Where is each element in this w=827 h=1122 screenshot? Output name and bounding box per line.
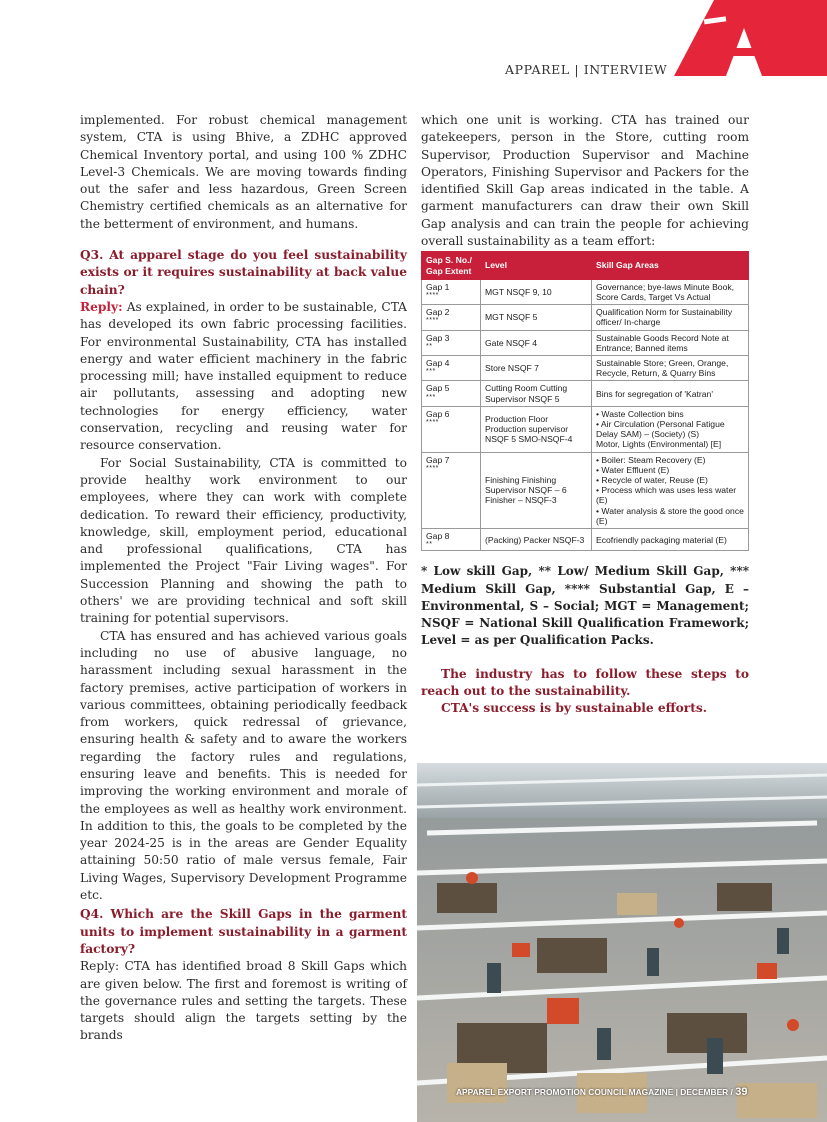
skill-area-item: • Water Effluent (E) — [596, 464, 670, 475]
table-row — [422, 381, 749, 406]
gap-extent-stars: ** — [426, 541, 433, 549]
answer-q4: Reply: CTA has identified broad 8 Skill Gaps which are given below. The first and foremost is writing of the governance rules and setting the targets. These targets should align the targets setting by the brands — [80, 959, 407, 1043]
skill-areas-cell — [592, 406, 749, 452]
skill-area-item: Bins for segregation of 'Katran' — [596, 388, 713, 399]
page-number: 39 — [735, 1086, 748, 1098]
level-cell: Store NSQF 7 — [481, 356, 592, 381]
skill-area-item: • Waste Collection bins — [596, 408, 684, 419]
skill-area-item: • Water analysis & store the good once (E) — [596, 505, 744, 526]
closing-statement-2: CTA's success is by sustainable efforts. — [441, 701, 707, 716]
skill-area-item: • Process which was uses less water (E) — [596, 485, 737, 506]
question-q4: Q4. Which are the Skill Gaps in the garment units to implement sustainability in a garment factory? — [80, 907, 407, 956]
gap-cell — [422, 381, 481, 406]
paragraph-chemical-management: implemented. For robust chemical management system, CTA is using Bhive, a ZDHC approved Chemical Inventory portal, and using 100 % ZDHC Level-3 Chemicals. We are moving towards finding out the safer and less hazardous, Green Screen Chemistry certified chemicals as an alternative for the betterment of environment, and humans. — [80, 113, 407, 231]
gap-cell — [422, 356, 481, 381]
table-row — [422, 452, 749, 528]
skill-areas-cell — [592, 356, 749, 381]
answer-q3-text: As explained, in order to be sustainable, CTA has developed its own fabric processing facilities. For environmental Sustainability, CTA has installed energy and water efficient machinery in the fabric processing mill; have installed equipment to reduce air pollutants, assessing and adopting new technologies for energy efficiency, water conservation, recycling and reusing water for resource conservation. — [80, 299, 407, 453]
magazine-logo — [674, 0, 827, 76]
gap-cell — [422, 279, 481, 304]
question-q3: Q3. At apparel stage do you feel sustainability exists or it requires sustainability at back value chain? — [80, 248, 407, 297]
level-cell: MGT NSQF 9, 10 — [481, 279, 592, 304]
reply-label: Reply: — [80, 299, 123, 314]
paragraph-goals: CTA has ensured and has achieved various goals including no use of abusive language, no harassment including sexual harassment in the factory premises, active participation of workers in various committees, obtaining periodically feedback from workers, quick redressal of grievance, ensuring health & safety and to aware the workers regarding the factory rules and regulations, ensuring leave and benefits. This is needed for improving the working environment and morale of the employees as well as healthy work environment. In addition to this, the goals to be completed by the year 2024-25 is in the areas are Gender Equality attaining 50:50 ratio of male versus female, Fair Living Wages, Supervisory Development Programme etc. — [80, 628, 407, 903]
table-row — [422, 330, 749, 355]
paragraph-training-intro: which one unit is working. CTA has trained our gatekeepers, person in the Store, cutting room Supervisor, Production Supervisor and Machine Operators, Finishing Supervisor and Packers for the identified Skill Gap areas indicated in the table. A garment manufacturers can draw their own Skill Gap analysis and can train the people for achieving overall sustainability as a team effort: — [421, 113, 749, 249]
gap-cell — [422, 452, 481, 528]
footer-magazine-name: APPAREL EXPORT PROMOTION COUNCIL MAGAZINE | DECEMBER / — [456, 1087, 733, 1097]
table-row — [422, 406, 749, 452]
skill-area-item: Ecofriendly packaging material (E) — [596, 534, 727, 545]
gap-extent-stars: *** — [426, 368, 436, 376]
column-header-areas: Skill Gap Areas — [592, 252, 749, 279]
table-row — [422, 529, 749, 551]
gap-cell — [422, 406, 481, 452]
skill-area-item: Governance; bye-laws Minute Book, Score Cards, Target Vs Actual — [596, 281, 735, 302]
gap-extent-stars: **** — [426, 419, 439, 427]
answer-q3 — [80, 299, 407, 455]
gap-number: Gap 4 — [426, 358, 450, 368]
table-row — [422, 279, 749, 304]
gap-extent-stars: **** — [426, 464, 439, 472]
paragraph-social-sustainability: For Social Sustainability, CTA is committed to provide healthy work environment to our employees, where they can work with complete dedication. To reward their efficiency, productivity, knowledge, skill, employment period, educational and professional qualifications, CTA has implemented the Project "Fair Living wages". For Succession Planning and showing the path to others' we are providing technical and soft skill training for potential supervisors. — [80, 455, 407, 626]
skill-areas-cell — [592, 279, 749, 304]
gap-extent-stars: *** — [426, 393, 436, 401]
gap-extent-stars: **** — [426, 291, 439, 299]
gap-cell — [422, 305, 481, 330]
gap-cell — [422, 330, 481, 355]
skill-area-item: Qualification Norm for Sustainability officer/ In-charge — [596, 307, 733, 328]
level-cell: Gate NSQF 4 — [481, 330, 592, 355]
gap-number: Gap 6 — [426, 408, 450, 419]
table-header-row — [422, 252, 749, 279]
gap-number: Gap 3 — [426, 332, 450, 343]
level-cell: (Packing) Packer NSQF-3 — [481, 529, 592, 551]
column-header-level: Level — [481, 252, 592, 279]
column-header-gap: Gap S. No./ Gap Extent — [422, 252, 481, 279]
right-column — [421, 112, 749, 718]
skill-area-item: • Boiler: Steam Recovery (E) — [596, 454, 706, 465]
gap-cell — [422, 529, 481, 551]
gap-extent-stars: **** — [426, 317, 439, 325]
table-legend: * Low skill Gap, ** Low/ Medium Skill Gap, *** Medium Skill Gap, **** Substantial Gap, E – Environmental, S – Social; MGT = Management; NSQF = National Skill Qualification Framework; Level = as per Qualification Packs. — [421, 564, 749, 648]
level-cell: Production Floor Production supervisor NSQF 5 SMO-NSQF-4 — [481, 406, 592, 452]
gap-number: Gap 1 — [426, 281, 450, 292]
level-cell: MGT NSQF 5 — [481, 305, 592, 330]
skill-area-item: Sustainable Goods Record Note at Entrance; Banned items — [596, 332, 729, 353]
table-row — [422, 356, 749, 381]
skill-area-item: • Air Circulation (Personal Fatigue Delay SAM) – (Society) (S) — [596, 419, 725, 440]
skill-area-item: Sustainable Store; Green, Orange, Recycle, Return, & Quarry Bins — [596, 358, 729, 379]
gap-number: Gap 2 — [426, 307, 450, 318]
closing-statement-1: The industry has to follow these steps to reach out to the sustainability. — [421, 666, 749, 699]
page-footer — [456, 1086, 747, 1098]
skill-gap-table-body — [422, 279, 749, 550]
skill-areas-cell — [592, 529, 749, 551]
skill-areas-cell — [592, 305, 749, 330]
skill-areas-cell — [592, 381, 749, 406]
skill-areas-cell — [592, 452, 749, 528]
skill-area-item: • Recycle of water, Reuse (E) — [596, 475, 708, 486]
gap-number: Gap 7 — [426, 454, 450, 465]
skill-areas-cell — [592, 330, 749, 355]
section-header: APPAREL | INTERVIEW — [505, 62, 668, 77]
level-cell: Finishing Finishing Supervisor NSQF – 6 Finisher – NSQF-3 — [481, 452, 592, 528]
level-cell: Cutting Room Cutting Supervisor NSQF 5 — [481, 381, 592, 406]
garment-factory-photo — [417, 763, 827, 1122]
gap-number: Gap 5 — [426, 383, 450, 394]
skill-area-item: Motor, Lights (Environmental) [E] — [596, 439, 722, 450]
gap-extent-stars: ** — [426, 342, 433, 350]
table-row — [422, 305, 749, 330]
gap-number: Gap 8 — [426, 531, 450, 542]
skill-gap-table — [421, 251, 749, 551]
left-column — [80, 112, 407, 1045]
